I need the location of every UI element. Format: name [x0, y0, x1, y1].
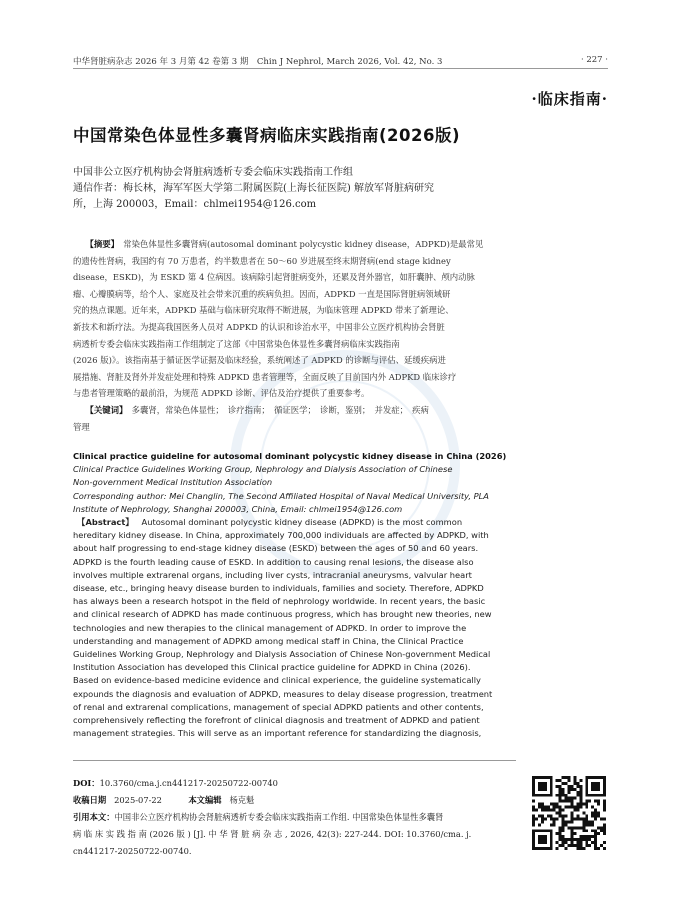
en-abstract-line: expounds the diagnosis and evaluation of ADPKD, measures to delay disease progression, treatment — [73, 688, 493, 699]
en-abstract-block — [73, 450, 608, 740]
en-abstract-line: ADPKD is the fourth leading cause of ESKD. In addition to causing renal lesions, the disease also — [73, 556, 474, 567]
cn-abstract-line: 新技术和新疗法。为提高我国医务人员对 ADPKD 的认识和诊治水平，中国非公立医疗机构协会肾脏 — [73, 321, 445, 332]
en-abstract-line: about half progressing to end-stage kidney disease (ESKD) between the ages of 50 and 60 years. — [73, 543, 479, 554]
en-abstract-line: has always been a research hotspot in the field of nephrology worldwide. In recent years, the basic — [73, 596, 486, 607]
en-abstract-line: 【Abstract】 Autosomal dominant polycystic kidney disease (ADPKD) is the most common — [81, 517, 463, 528]
citation-line: 引用本文：中国非公立医疗机构协会肾脏病透析专委会临床实践指南工作组. 中国常染色体显性多囊肾 — [73, 812, 444, 822]
cn-abstract-line: 病透析专委会临床实践指南工作组制定了这部《中国常染色体显性多囊肾病临床实践指南 — [73, 338, 400, 349]
received-line: 收稿日期 2025-07-22 本文编辑 杨克魁 — [73, 795, 255, 805]
en-abstract-line: Institution Association has developed this Clinical practice guideline for ADPKD in China (2026). — [73, 662, 471, 673]
cn-abstract-line: disease，ESKD)，为 ESKD 第 4 位病因。该病除引起肾脏病变外，还累及肾外器官，如肝囊肿、颅内动脉 — [73, 272, 475, 283]
cn-abstract-label: 【摘要】 — [89, 239, 115, 249]
cn-author-block — [73, 165, 608, 213]
cn-author-line: 中国非公立医疗机构协会肾脏病透析专委会临床实践指南工作组 — [73, 167, 353, 178]
doi-link[interactable]: 10.3760/cma.j.cn441217-20250722-00740 — [99, 778, 278, 788]
journal-citation-header: 中华肾脏病杂志 2026 年 3 月第 42 卷第 3 期 Chin J Nephrol, March 2026, Vol. 42, No. 3 — [73, 57, 443, 67]
en-abstract-line: Guidelines Working Group, Nephrology and Dialysis Association of Chinese Non-government Medical — [73, 649, 491, 660]
cn-abstract-line: 【摘要】 常染色体显性多囊肾病(autosomal dominant polycystic kidney disease，ADPKD)是最常见 — [89, 239, 484, 249]
en-corr-line: Institute of Nephrology, Shanghai 200003, China, Email: chlmei1954@126.com — [73, 503, 403, 514]
cn-abstract-line: (2026 版)》。该指南基于循证医学证据及临床经验，系统阐述了 ADPKD 的诊断与评估、延缓疾病进 — [73, 355, 446, 366]
doi-line: DOI：10.3760/cma.j.cn441217-20250722-00740 — [73, 778, 278, 788]
en-abstract-line: Based on evidence-based medicine evidence and clinical experience, the guideline systematically — [73, 675, 481, 686]
footer-divider — [73, 760, 516, 761]
page-number: · 227 · — [580, 55, 608, 65]
en-group-line: Non-government Medical Institution Association — [73, 477, 273, 488]
cn-abstract — [73, 236, 608, 435]
cn-abstract-line: 究的热点课题。近年来，ADPKD 基础与临床研究取得不断进展，为临床管理 ADPKD 带来了新理论、 — [73, 305, 454, 316]
cn-abstract-line: 的遗传性肾病，我国约有 70 万患者，约半数患者在 50～60 岁进展至终末期肾病(end stage kidney — [73, 255, 451, 266]
en-abstract-line: disease, etc., bringing heavy disease burden to individuals, families and society. Therefore, ADPKD — [73, 583, 484, 594]
running-header — [73, 55, 608, 67]
en-abstract-line: and clinical research of ADPKD has made continuous progress, which has brought new theories, new — [73, 609, 492, 620]
section-label: ·临床指南· — [531, 90, 608, 108]
en-abstract-line: understanding and management of ADPKD among medical staff in China, the Clinical Practice — [73, 635, 464, 646]
en-corr-line: Corresponding author: Mei Changlin, The Second Affiliated Hospital of Naval Medical University, PLA — [73, 490, 489, 501]
header-divider — [73, 68, 608, 69]
en-abstract-line: technologies and new therapies to the clinical management of ADPKD. In order to improve the — [73, 622, 467, 633]
cn-abstract-line: 瘤、心瓣膜病等，给个人、家庭及社会带来沉重的疾病负担。因而，ADPKD 一直是国际肾脏病领域研 — [73, 288, 451, 299]
en-abstract-line: management strategies. This will serve as an important reference for standardizing the diagnosis, — [73, 728, 482, 739]
en-abstract-line: of renal and extrarenal complications, management of special ADPKD patients and other contents, — [73, 701, 484, 712]
citation-line: cn441217-20250722-00740. — [73, 846, 192, 856]
cn-author-line: 通信作者：梅长林，海军军医大学第二附属医院(上海长征医院) 解放军肾脏病研究 — [73, 183, 434, 194]
en-abstract-label: 【Abstract】 — [81, 517, 134, 528]
article-footer — [73, 775, 521, 860]
cn-keywords-line: 管理 — [73, 421, 90, 432]
cn-abstract-line: 与患者管理策略的最前沿，为规范 ADPKD 诊断、评估及治疗提供了重要参考。 — [73, 388, 370, 399]
article-title-cn: 中国常染色体显性多囊肾病临床实践指南(2026版) — [73, 126, 461, 145]
cn-keywords-label: 【关键词】 — [89, 404, 124, 415]
en-abstract-line: comprehensively reflecting the forefront of clinical diagnosis and treatment of ADPKD and patient — [73, 715, 480, 726]
en-abstract-line: involves multiple extrarenal organs, including liver cysts, intracranial aneurysms, valvular heart — [73, 569, 472, 580]
qr-code[interactable] — [532, 776, 606, 850]
en-group-line: Clinical Practice Guidelines Working Group, Nephrology and Dialysis Association of Chinese — [73, 464, 453, 475]
cn-abstract-line: 展措施、肾脏及肾外并发症处理和特殊 ADPKD 患者管理等，全面反映了目前国内外 ADPKD 临床诊疗 — [73, 371, 457, 382]
cn-keywords-line: 【关键词】 多囊肾，常染色体显性； 诊疗指南； 循证医学； 诊断，鉴别； 并发症； 疾病 — [89, 404, 429, 415]
article-title-en: Clinical practice guideline for autosomal dominant polycystic kidney disease in China (2026) — [73, 451, 507, 461]
citation-line: 病 临 床 实 践 指 南 (2026 版 ) [J]. 中 华 肾 脏 病 杂 志 , 2026, 42(3): 227-244. DOI: 10.3760/cma. j. — [73, 829, 472, 839]
cn-author-line: 所，上海 200003，Email：chlmei1954@126.com — [73, 199, 317, 210]
en-abstract-line: hereditary kidney disease. In China, approximately 700,000 individuals are affected by ADPKD, with — [73, 530, 489, 541]
